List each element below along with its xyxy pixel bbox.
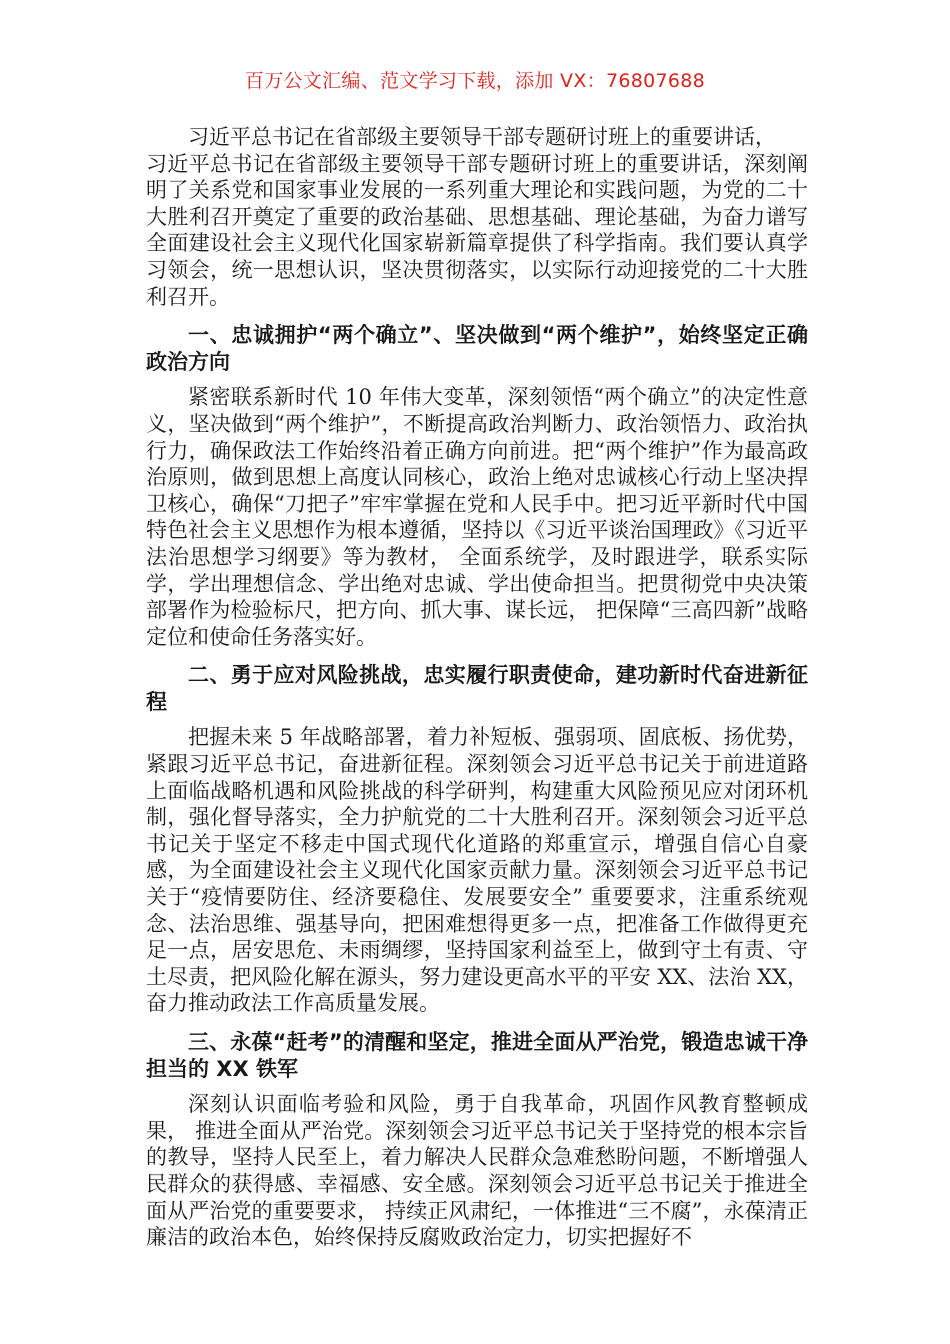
section-3-body: 深刻认识面临考验和风险，勇于自我革命，巩固作风教育整顿成果， 推进全面从严治党。深刻领会习近平总书记关于坚持党的根本宗旨的教导，坚持人民至上，着力解决人民群众急难愁盼问题，不断增强人民群众的获得感、幸福感、安全感。深刻领会习近平总书记关于推进全面从严治党的重要要求， 持续正风肃纪，一体推进“三不腐”，永葆清正廉洁的政治本色，始终保持反腐败政治定力，切实把握好不 — [146, 1092, 808, 1250]
intro-paragraph: 习近平总书记在省部级主要领导干部专题研讨班上的重要讲话，深刻阐明了关系党和国家事业发展的一系列重大理论和实践问题，为党的二十大胜利召开奠定了重要的政治基础、思想基础、理论基础，为奋力谱写全面建设社会主义现代化国家崭新篇章提供了科学指南。我们要认真学习领会，统一思想认识，坚决贯彻落实，以实际行动迎接党的二十大胜利召开。 — [146, 151, 808, 309]
section-2-heading: 二、勇于应对风险挑战，忠实履行职责使命，建功新时代奋进新征程 — [146, 663, 808, 714]
header-banner: 百万公文汇编、范文学习下载，添加 VX：76807688 — [244, 70, 706, 92]
intro-line: 习近平总书记在省部级主要领导干部专题研讨班上的重要讲话， — [188, 125, 776, 149]
section-3-heading: 三、永葆“赶考”的清醒和坚定，推进全面从严治党，锻造忠诚干净担当的 XX 铁军 — [146, 1030, 808, 1081]
section-1-body: 紧密联系新时代 10 年伟大变革，深刻领悟“两个确立”的决定性意义，坚决做到“两个维护”，不断提高政治判断力、政治领悟力、政治执行力，确保政法工作始终沿着正确方向前进。把“两个维护”作为最高政治原则，做到思想上高度认同核心，政治上绝对忠诚核心行动上坚决捍卫核心，确保“刀把子”牢牢掌握在党和人民手中。把习近平新时代中国特色社会主义思想作为根本遵循，坚持以《习近平谈治国理政》《习近平法治思想学习纲要》等为教材， 全面系统学，及时跟进学，联系实际学，学出理想信念、学出绝对忠诚、学出使命担当。把贯彻党中央决策部署作为检验标尺，把方向、抓大事、谋长远， 把保障“三高四新”战略定位和使命任务落实好。 — [146, 385, 808, 649]
document-body — [146, 124, 808, 1251]
section-1-heading: 一、忠诚拥护“两个确立”、坚决做到“两个维护”，始终坚定正确政治方向 — [146, 323, 808, 374]
section-2-body: 把握未来 5 年战略部署，着力补短板、强弱项、固底板、扬优势，紧跟习近平总书记，奋进新征程。深刻领会习近平总书记关于前进道路上面临战略机遇和风险挑战的科学研判，构建重大风险预见应对闭环机制，强化督导落实，全力护航党的二十大胜利召开。深刻领会习近平总书记关于坚定不移走中国式现代化道路的郑重宣示，增强自信心自豪感，为全面建设社会主义现代化国家贡献力量。深刻领会习近平总书记关于“疫情要防住、经济要稳住、发展要安全” 重要要求，注重系统观念、法治思维、强基导向，把困难想得更多一点，把准备工作做得更充足一点，居安思危、未雨绸缪，坚持国家利益至上，做到守土有责、守土尽责，把风险化解在源头，努力建设更高水平的平安 XX、法治 XX，奋力推动政法工作高质量发展。 — [146, 725, 808, 1016]
